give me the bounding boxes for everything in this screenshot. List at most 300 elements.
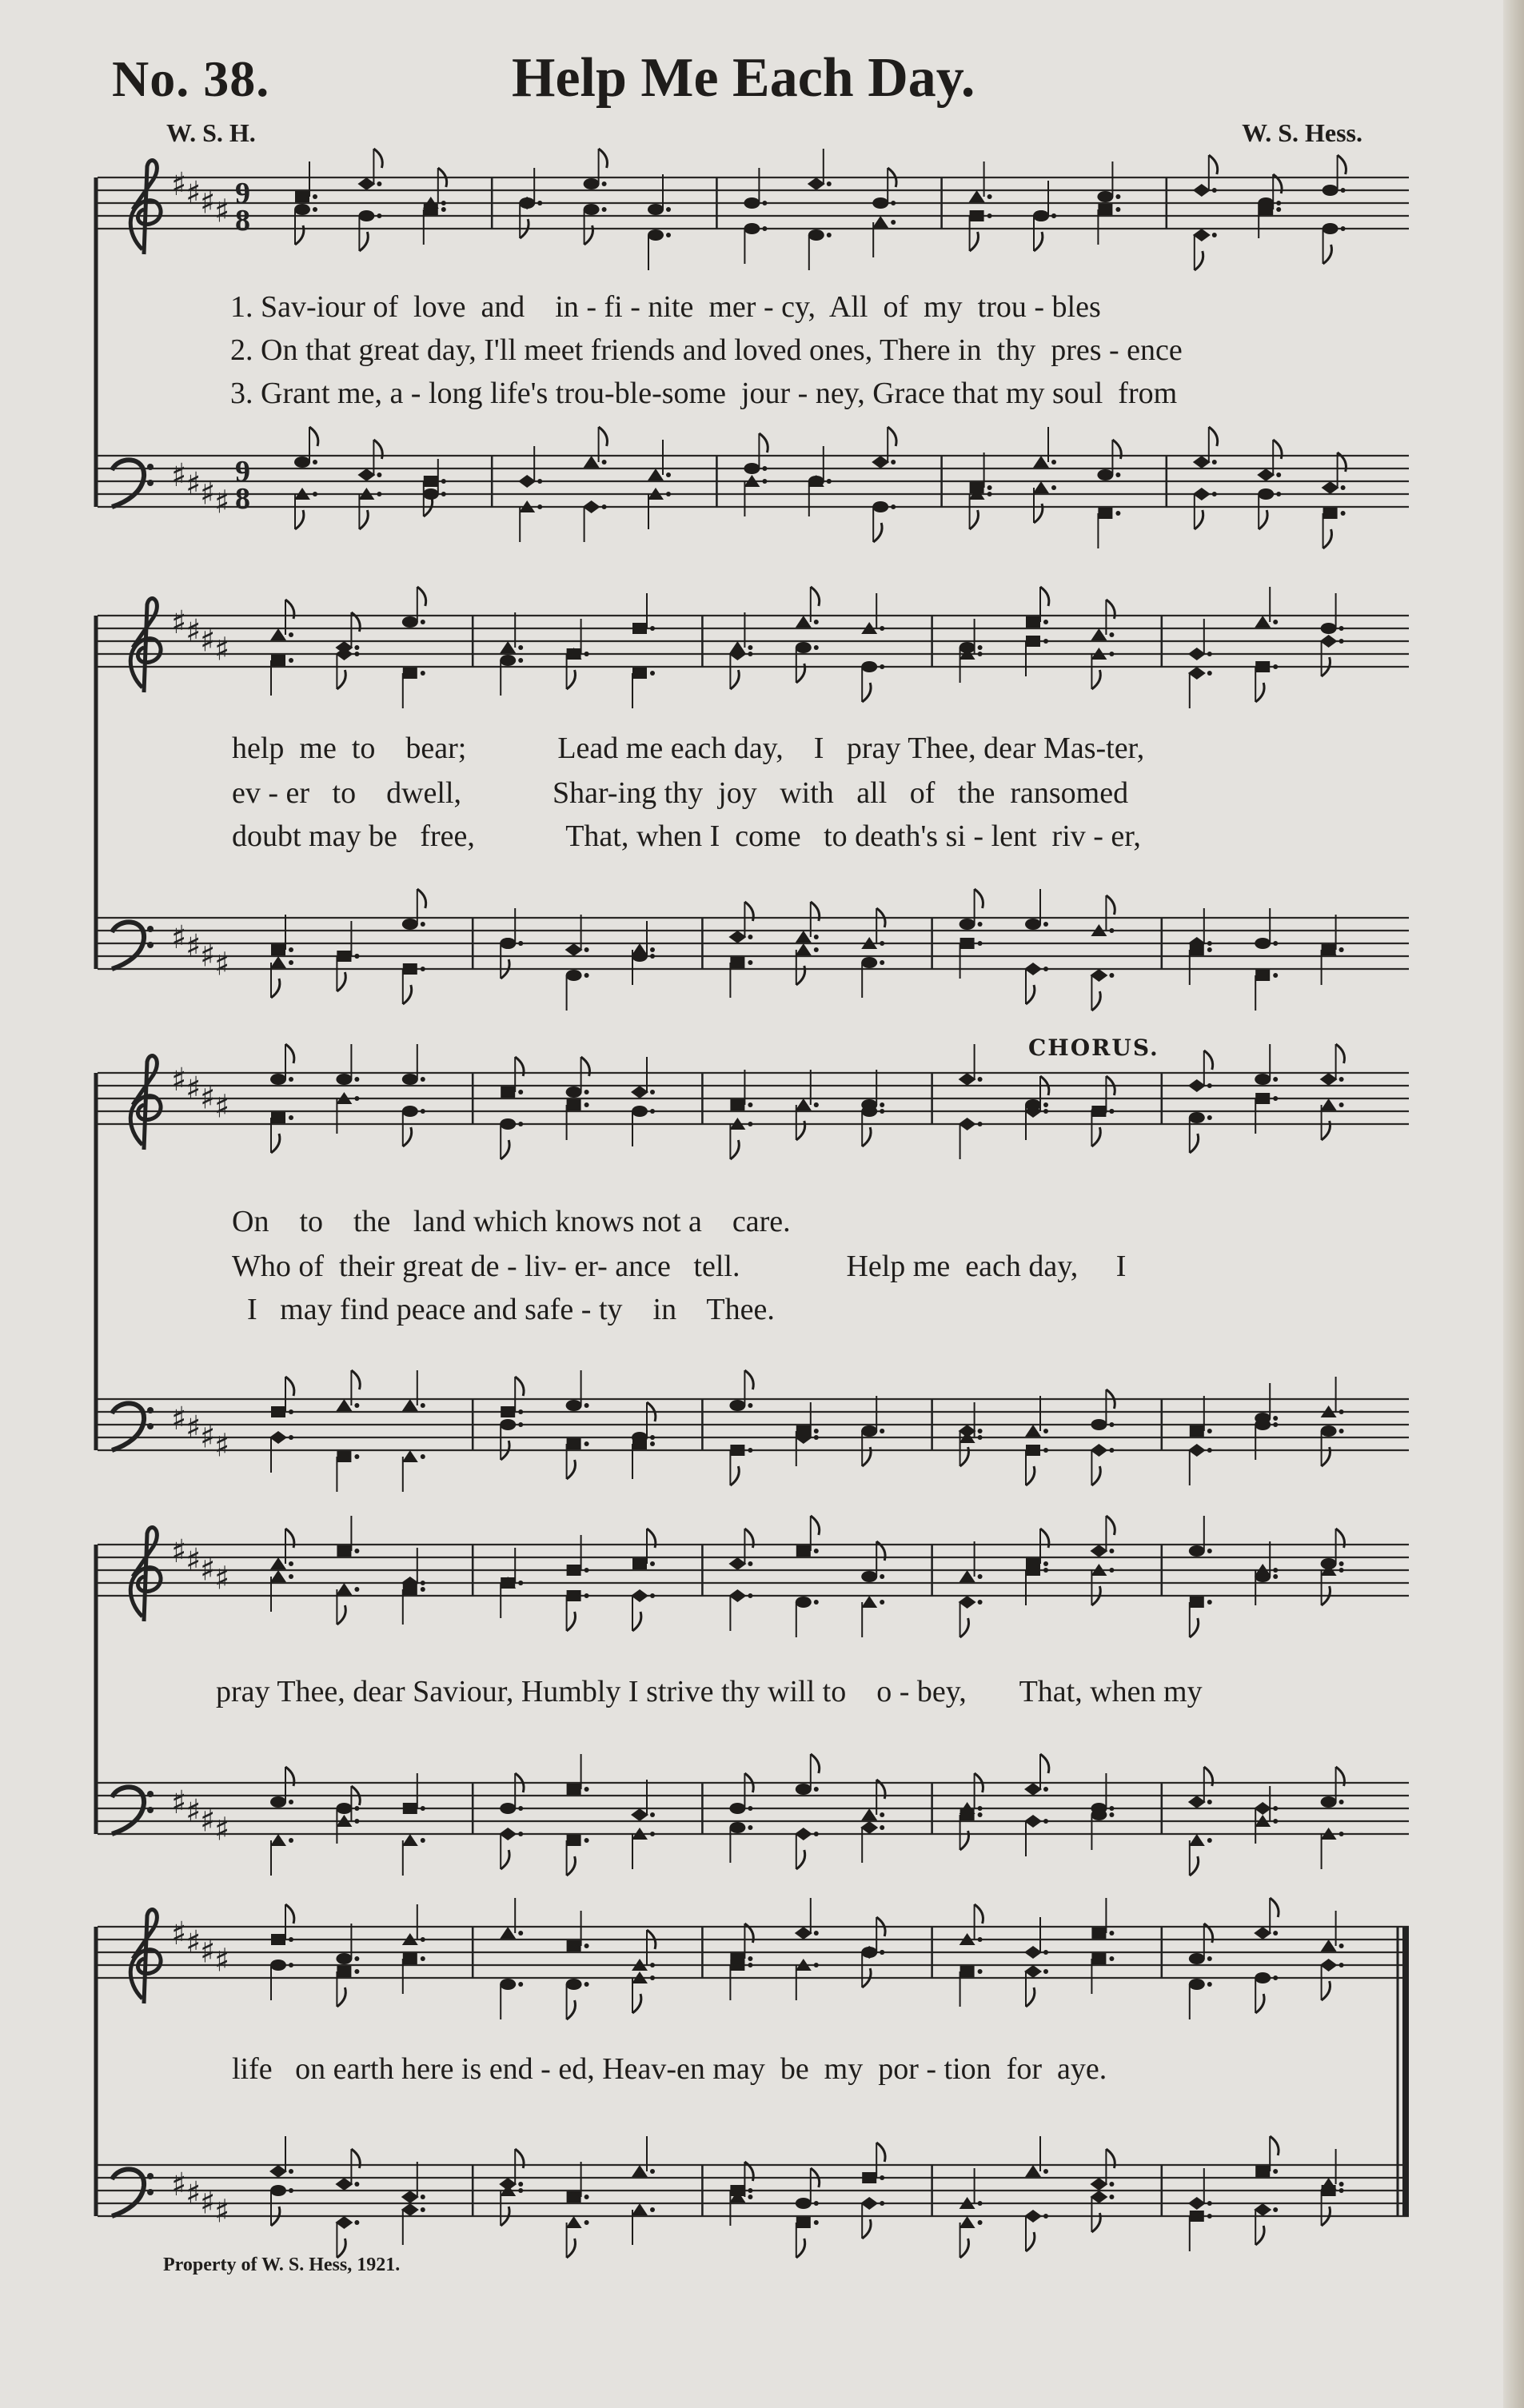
note-head-icon <box>1026 1529 1049 1569</box>
note-head-icon <box>1258 488 1281 529</box>
note-head-icon <box>1091 1773 1114 1814</box>
note-head-icon <box>872 427 896 468</box>
lyric-line <box>94 1204 1415 1249</box>
treble-staff-lines <box>98 1073 1409 1124</box>
note-head-icon <box>860 2197 884 2239</box>
bass-staff-lines <box>98 918 1409 969</box>
note-head-icon <box>959 1541 983 1582</box>
note-head-icon <box>403 668 425 708</box>
note-head-icon <box>795 1402 819 1444</box>
note-head-icon <box>861 1596 884 1637</box>
sharp-icon: ♯ <box>214 1427 230 1465</box>
note-head-icon <box>584 149 608 189</box>
note-head-icon <box>1321 2149 1344 2190</box>
lyric-line <box>94 376 1415 421</box>
bass-staff-lines <box>98 1399 1409 1450</box>
treble-clef-icon <box>130 599 161 692</box>
note-head-icon <box>1026 1445 1048 1485</box>
note-head-icon <box>1188 908 1212 950</box>
sharp-icon: ♯ <box>200 1802 216 1840</box>
lyric-text: help me to bear; Lead me each day, I pray Thee, dear Mas-ter, <box>232 732 1145 765</box>
lyric-text: ev - er to dwell, Shar-ing thy joy with all of the ransomed <box>232 776 1129 810</box>
note-head-icon <box>960 1966 983 2007</box>
note-head-icon <box>861 1541 885 1582</box>
hymn-title: Help Me Each Day. <box>512 47 975 109</box>
note-head-icon <box>1098 204 1120 245</box>
note-head-icon <box>567 2162 589 2203</box>
note-head-icon <box>959 2216 983 2258</box>
paper-edge <box>1503 0 1524 2408</box>
note-head-icon <box>584 204 607 245</box>
note-head-icon <box>730 2185 752 2226</box>
note-head-icon <box>1193 427 1218 468</box>
svg-text:8: 8 <box>235 482 250 516</box>
note-head-icon <box>632 1402 656 1443</box>
note-head-icon <box>861 661 884 702</box>
note-head-icon <box>729 2162 753 2203</box>
sharp-icon: ♯ <box>186 466 201 504</box>
note-head-icon <box>631 1780 655 1821</box>
note-head-icon <box>337 1966 359 2007</box>
note-head-icon <box>728 648 752 689</box>
note-head-icon <box>1321 1767 1345 1808</box>
lyric-line <box>94 731 1415 775</box>
sharp-icon: ♯ <box>214 946 230 983</box>
sharp-icon: ♯ <box>200 622 216 660</box>
note-head-icon <box>499 1828 523 1869</box>
note-head-icon <box>270 2185 293 2226</box>
note-head-icon <box>729 1822 752 1863</box>
note-head-icon <box>567 1099 589 1140</box>
note-head-icon <box>1090 1516 1115 1557</box>
note-head-icon <box>1091 1106 1114 1146</box>
note-head-icon <box>729 612 752 653</box>
note-head-icon <box>632 1438 655 1479</box>
sharp-icon: ♯ <box>200 1551 216 1589</box>
note-head-icon <box>501 1377 524 1417</box>
note-head-icon <box>1026 636 1048 676</box>
note-head-icon <box>1257 440 1282 481</box>
note-head-icon <box>402 587 426 628</box>
treble-clef-icon <box>130 161 161 254</box>
note-head-icon <box>728 1529 753 1570</box>
sharp-icon: ♯ <box>171 1401 187 1437</box>
bass-clef-icon <box>112 1787 144 1834</box>
note-head-icon <box>1190 1396 1212 1437</box>
note-head-icon <box>632 2136 655 2177</box>
note-head-icon <box>1254 2203 1278 2245</box>
note-head-icon <box>861 1106 884 1146</box>
note-head-icon <box>1255 970 1278 1011</box>
note-head-icon <box>1026 1565 1048 1605</box>
note-head-icon <box>1097 161 1120 202</box>
lyric-line <box>94 819 1415 863</box>
sharp-icon: ♯ <box>171 919 187 956</box>
note-head-icon <box>1258 197 1281 238</box>
lyric-text: 1. Sav-iour of love and in - fi - nite mer - cy, All of my trou - bles <box>230 290 1101 324</box>
note-head-icon <box>357 149 382 190</box>
note-head-icon <box>1189 1834 1212 1876</box>
sharp-icon: ♯ <box>186 1793 201 1831</box>
note-head-icon <box>566 1057 590 1098</box>
note-head-icon <box>1090 2191 1114 2232</box>
note-head-icon <box>1025 1099 1048 1140</box>
note-head-icon <box>1091 1809 1114 1850</box>
sharp-icon: ♯ <box>186 175 201 213</box>
treble-staff-lines <box>98 1545 1409 1596</box>
note-head-icon <box>566 1370 589 1411</box>
music-system-2 <box>94 604 1415 1014</box>
note-head-icon <box>728 1589 752 1631</box>
note-head-icon <box>872 501 896 542</box>
note-head-icon <box>796 1098 819 1140</box>
note-head-icon <box>1189 1112 1212 1153</box>
note-head-icon <box>500 1773 524 1814</box>
note-head-icon <box>1024 1917 1048 1959</box>
note-head-icon <box>403 1773 425 1814</box>
svg-text:9: 9 <box>235 455 250 488</box>
sharp-icon: ♯ <box>186 1070 201 1108</box>
note-head-icon <box>872 168 896 209</box>
note-head-icon <box>567 1754 589 1795</box>
sharp-icon: ♯ <box>214 1942 230 1979</box>
sharp-icon: ♯ <box>171 166 187 203</box>
note-head-icon <box>1321 1098 1344 1140</box>
note-head-icon <box>499 2149 524 2191</box>
note-head-icon <box>861 957 884 998</box>
sharp-icon: ♯ <box>186 928 201 966</box>
note-head-icon <box>1190 944 1212 985</box>
sharp-icon: ♯ <box>200 1418 216 1456</box>
note-head-icon <box>1098 508 1120 548</box>
note-head-icon <box>337 951 359 991</box>
note-head-icon <box>500 1419 523 1460</box>
composer-credit: W. S. Hess. <box>1242 118 1362 147</box>
note-head-icon <box>1322 2185 1344 2226</box>
note-head-icon <box>632 943 655 985</box>
note-head-icon <box>730 1959 752 2000</box>
note-head-icon <box>567 1438 589 1479</box>
note-head-icon <box>1255 1093 1278 1134</box>
note-head-icon <box>403 1953 425 1994</box>
sharp-icon: ♯ <box>200 2184 216 2222</box>
note-head-icon <box>1188 1767 1213 1808</box>
note-head-icon <box>796 642 819 683</box>
note-head-icon <box>796 1516 820 1557</box>
sharp-icon: ♯ <box>171 1062 187 1098</box>
note-head-icon <box>1090 969 1114 1011</box>
note-head-icon <box>632 593 655 634</box>
note-head-icon <box>1024 1076 1049 1118</box>
note-head-icon <box>270 1570 293 1612</box>
note-head-icon <box>295 161 317 202</box>
lyric-line <box>94 1249 1415 1294</box>
bass-clef-icon <box>112 1403 144 1450</box>
note-head-icon <box>1321 593 1344 634</box>
note-head-icon <box>1189 1516 1212 1557</box>
note-head-icon <box>270 1959 293 2000</box>
music-system-3 <box>94 1035 1415 1495</box>
lyric-line <box>94 775 1415 820</box>
note-head-icon <box>1188 619 1212 660</box>
note-head-icon <box>1255 2136 1279 2177</box>
note-head-icon <box>335 648 359 689</box>
note-head-icon <box>1024 1965 1048 2007</box>
note-head-icon <box>728 902 753 943</box>
note-head-icon <box>1033 427 1056 468</box>
hymn-number: No. 38. <box>112 50 270 107</box>
note-head-icon <box>1026 587 1049 628</box>
note-head-icon <box>730 1070 752 1110</box>
note-head-icon <box>959 1425 983 1466</box>
note-head-icon <box>1323 508 1346 548</box>
note-head-icon <box>1024 2210 1048 2251</box>
sharp-icon: ♯ <box>214 1088 230 1126</box>
lyric-text: life on earth here is end - ed, Heav-en may be my por - tion for aye. <box>232 2052 1107 2086</box>
note-head-icon <box>1255 1541 1278 1582</box>
note-head-icon <box>294 427 318 468</box>
lyric-text: I may find peace and safe - ty in Thee. <box>232 1293 775 1326</box>
note-head-icon <box>1091 1898 1114 1939</box>
note-head-icon <box>795 1828 819 1869</box>
note-head-icon <box>583 500 607 542</box>
copyright-footer: Property of W. S. Hess, 1921. <box>163 2255 401 2275</box>
note-head-icon <box>270 956 293 998</box>
note-head-icon <box>632 1106 655 1146</box>
note-head-icon <box>796 902 820 943</box>
bass-clef-icon <box>112 460 144 507</box>
note-head-icon <box>795 1898 819 1940</box>
note-head-icon <box>1025 2136 1048 2177</box>
lyric-line <box>94 333 1415 377</box>
note-head-icon <box>336 1044 359 1085</box>
note-head-icon <box>402 1106 425 1146</box>
note-head-icon <box>960 1809 983 1850</box>
lyric-text: 2. On that great day, I'll meet friends and loved ones, There in thy pres - ence <box>230 333 1183 367</box>
note-head-icon <box>1033 481 1056 523</box>
note-head-icon <box>1188 2168 1212 2210</box>
note-head-icon <box>796 1754 820 1795</box>
sharp-icon: ♯ <box>171 457 187 494</box>
note-head-icon <box>861 1070 884 1110</box>
note-head-icon <box>1189 1924 1213 1964</box>
note-head-icon <box>294 204 317 245</box>
note-head-icon <box>1255 1972 1278 2013</box>
note-head-icon <box>358 210 381 251</box>
treble-staff-lines <box>98 616 1409 667</box>
note-head-icon <box>402 1370 425 1411</box>
note-head-icon <box>1321 1425 1344 1466</box>
note-head-icon <box>1024 963 1048 1004</box>
note-head-icon <box>1090 2149 1115 2191</box>
note-head-icon <box>401 1548 425 1589</box>
note-head-icon <box>808 149 832 190</box>
note-head-icon <box>648 440 671 480</box>
chorus-label: CHORUS. <box>1028 1035 1159 1061</box>
svg-text:8: 8 <box>235 204 250 237</box>
sharp-icon: ♯ <box>186 1924 201 1962</box>
note-head-icon <box>336 1924 359 1964</box>
note-head-icon <box>270 1834 293 1876</box>
note-head-icon <box>403 963 425 1004</box>
note-head-icon <box>1255 1044 1278 1085</box>
note-head-icon <box>729 1773 753 1814</box>
note-head-icon <box>271 1112 293 1153</box>
sharp-icon: ♯ <box>200 475 216 512</box>
note-head-icon <box>336 1583 359 1625</box>
note-head-icon <box>567 1911 589 1952</box>
sharp-icon: ♯ <box>171 1533 187 1570</box>
note-head-icon <box>270 1529 294 1569</box>
note-head-icon <box>1322 452 1346 494</box>
note-head-icon <box>271 1377 294 1417</box>
note-head-icon <box>270 1767 294 1808</box>
note-head-icon <box>969 161 992 202</box>
sharp-icon: ♯ <box>186 1409 201 1447</box>
note-head-icon <box>270 1044 294 1085</box>
note-head-icon <box>631 1589 655 1631</box>
note-head-icon <box>335 2149 360 2191</box>
lyricist-credit: W. S. H. <box>166 118 256 147</box>
note-head-icon <box>631 1057 655 1098</box>
sharp-icon: ♯ <box>186 2175 201 2213</box>
sharp-icon: ♯ <box>214 193 230 230</box>
note-head-icon <box>401 2162 425 2203</box>
note-head-icon <box>271 655 293 696</box>
note-head-icon <box>1188 667 1212 708</box>
lyric-line <box>94 2051 1415 2096</box>
note-head-icon <box>500 1898 523 1939</box>
note-head-icon <box>1323 155 1346 196</box>
note-head-icon <box>1097 440 1121 480</box>
note-head-icon <box>500 1118 523 1159</box>
note-head-icon <box>1254 1898 1279 1940</box>
note-head-icon <box>960 938 983 979</box>
bass-clef-icon <box>112 922 144 969</box>
sharp-icon: ♯ <box>186 613 201 651</box>
note-head-icon <box>808 476 832 516</box>
note-head-icon <box>861 1947 884 1987</box>
sharp-icon: ♯ <box>200 937 216 975</box>
note-head-icon <box>402 1450 425 1492</box>
note-head-icon <box>959 889 983 930</box>
lyric-text: doubt may be free, That, when I come to death's si - lent riv - er, <box>232 819 1141 853</box>
note-head-icon <box>336 1370 360 1411</box>
note-head-icon <box>1193 155 1218 197</box>
note-head-icon <box>796 2168 820 2209</box>
note-head-icon <box>1091 1389 1115 1430</box>
note-head-icon <box>271 915 293 955</box>
note-head-icon <box>1321 1529 1345 1569</box>
note-head-icon <box>730 1445 752 1485</box>
note-head-icon <box>1033 210 1056 251</box>
sharp-icon: ♯ <box>200 184 216 221</box>
treble-clef-icon <box>130 1056 161 1150</box>
note-head-icon <box>402 1834 425 1876</box>
music-system-5 <box>94 1916 1415 2261</box>
note-head-icon <box>744 168 767 209</box>
note-head-icon <box>1259 174 1282 215</box>
note-head-icon <box>861 1780 885 1820</box>
sharp-icon: ♯ <box>171 1916 187 1952</box>
treble-clef-icon <box>130 1528 161 1621</box>
sharp-icon: ♯ <box>214 2193 230 2231</box>
note-head-icon <box>1255 1383 1278 1424</box>
note-head-icon <box>1091 1953 1114 1994</box>
svg-text:9: 9 <box>235 177 250 210</box>
note-head-icon <box>500 1979 523 2019</box>
sharp-icon: ♯ <box>200 1079 216 1117</box>
sharp-icon: ♯ <box>171 604 187 641</box>
note-head-icon <box>337 1516 359 1557</box>
note-head-icon <box>796 943 819 985</box>
note-head-icon <box>567 1535 589 1576</box>
lyric-text: On to the land which knows not a care. <box>232 1205 791 1238</box>
sharp-icon: ♯ <box>214 1560 230 1597</box>
note-head-icon <box>796 1597 819 1637</box>
note-head-icon <box>648 229 671 270</box>
note-head-icon <box>744 223 767 264</box>
lyric-line <box>94 1292 1415 1337</box>
lyric-text: pray Thee, dear Saviour, Humbly I strive thy will to o - bey, That, when my <box>216 1675 1203 1708</box>
note-head-icon <box>959 1044 983 1086</box>
note-head-icon <box>1320 1044 1345 1086</box>
note-head-icon <box>1255 908 1278 949</box>
note-head-icon <box>632 668 655 708</box>
note-head-icon <box>1025 1396 1048 1437</box>
note-head-icon <box>335 2216 359 2258</box>
note-head-icon <box>566 970 589 1011</box>
note-head-icon <box>1188 1051 1213 1092</box>
note-head-icon <box>357 440 382 481</box>
note-head-icon <box>796 587 820 628</box>
note-head-icon <box>744 433 768 474</box>
note-head-icon <box>1025 889 1048 930</box>
note-head-icon <box>518 197 542 238</box>
note-head-icon <box>1255 1419 1278 1460</box>
note-head-icon <box>1189 1979 1212 2019</box>
note-head-icon <box>403 1584 425 1625</box>
note-head-icon <box>861 1425 884 1466</box>
note-head-icon <box>402 1044 425 1085</box>
note-head-icon <box>632 2203 655 2245</box>
note-head-icon <box>970 452 992 493</box>
note-head-icon <box>730 1924 753 1964</box>
treble-clef-icon <box>130 1910 161 2003</box>
note-head-icon <box>648 174 671 215</box>
note-head-icon <box>1188 1444 1212 1485</box>
note-head-icon <box>808 229 832 270</box>
note-head-icon <box>860 1821 884 1863</box>
note-head-icon <box>270 600 294 640</box>
note-head-icon <box>518 446 542 488</box>
note-head-icon <box>1255 661 1278 702</box>
note-head-icon <box>567 1835 589 1876</box>
note-head-icon <box>1193 488 1217 529</box>
sharp-icon: ♯ <box>214 631 230 668</box>
note-head-icon <box>862 2143 885 2183</box>
note-head-icon <box>271 1904 294 1945</box>
note-head-icon <box>959 1118 983 1159</box>
note-head-icon <box>567 1590 589 1631</box>
note-head-icon <box>959 1596 983 1637</box>
note-head-icon <box>565 915 589 956</box>
note-head-icon <box>500 938 523 979</box>
note-head-icon <box>632 921 655 962</box>
sharp-icon: ♯ <box>171 1784 187 1821</box>
sharp-icon: ♯ <box>186 1542 201 1580</box>
note-head-icon <box>1320 635 1344 676</box>
